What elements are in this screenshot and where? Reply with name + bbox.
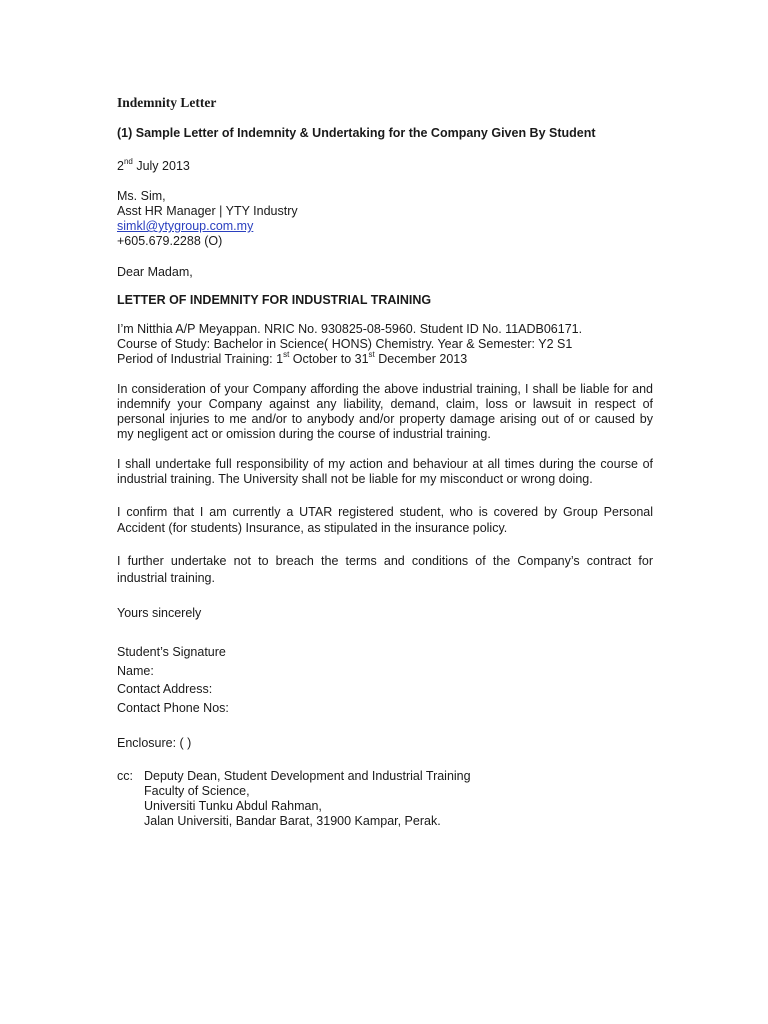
date-rest: July 2013 — [132, 159, 190, 173]
course-line: Course of Study: Bachelor in Science( HONS) Chemistry. Year & Semester: Y2 S1 — [117, 337, 573, 351]
recipient-email-link[interactable]: simkl@ytygroup.com.my — [117, 219, 254, 233]
period-prefix: Period of Industrial Training: 1 — [117, 352, 284, 366]
period-mid: October to 31 — [289, 352, 369, 366]
training-period-line — [117, 349, 653, 367]
signature-block — [117, 643, 653, 717]
date-day: 2 — [117, 159, 124, 173]
cc-label: cc: — [117, 769, 133, 783]
cc-block — [117, 769, 677, 828]
document-title: Indemnity Letter — [117, 95, 217, 110]
paragraph-liability: In consideration of your Company affording the above industrial training, I shall be liable for and indemnify your Company against any liability, demand, claim, loss or lawsuit in respect of personal injuries to me and/or to anybody and/or property damage arising out of or caused by my negligent act or omission during the course of industrial training. — [117, 382, 653, 441]
contact-phone-label: Contact Phone Nos: — [117, 700, 229, 715]
period-sup-end: st — [368, 349, 375, 359]
recipient-phone: +605.679.2288 (O) — [117, 234, 223, 248]
recipient-name: Ms. Sim, — [117, 189, 166, 203]
letter-date — [117, 156, 653, 174]
document-subtitle: (1) Sample Letter of Indemnity & Undertaking for the Company Given By Student — [117, 126, 596, 140]
student-info — [117, 322, 653, 367]
cc-line: Faculty of Science, — [144, 784, 250, 798]
signature-label: Student’s Signature — [117, 645, 226, 659]
cc-line: Universiti Tunku Abdul Rahman, — [144, 799, 322, 813]
closing: Yours sincerely — [117, 606, 202, 620]
cc-line: Jalan Universiti, Bandar Barat, 31900 Kampar, Perak. — [144, 814, 441, 828]
name-label: Name: — [117, 663, 154, 678]
salutation: Dear Madam, — [117, 265, 193, 279]
cc-recipients — [144, 769, 471, 828]
date-suffix: nd — [123, 156, 133, 166]
contact-address-label: Contact Address: — [117, 682, 213, 696]
cc-line: Deputy Dean, Student Development and Industrial Training — [144, 769, 471, 783]
student-identity-line: I’m Nitthia A/P Meyappan. NRIC No. 930825-08-5960. Student ID No. 11ADB06171. — [117, 322, 583, 336]
paragraph-responsibility: I shall undertake full responsibility of my action and behaviour at all times during the course of industrial training. The University shall not be liable for my misconduct or wrong doing. — [117, 457, 653, 486]
paragraph-contract: I further undertake not to breach the terms and conditions of the Company’s contract for industrial training. — [117, 554, 653, 585]
recipient-position: Asst HR Manager | YTY Industry — [117, 204, 298, 218]
paragraph-insurance: I confirm that I am currently a UTAR registered student, who is covered by Group Personal Accident (for students) Insurance, as stipulated in the insurance policy. — [117, 505, 653, 535]
letter-heading: LETTER OF INDEMNITY FOR INDUSTRIAL TRAINING — [117, 293, 432, 307]
enclosure: Enclosure: ( ) — [117, 736, 192, 750]
period-sup-start: st — [283, 349, 290, 359]
recipient-address — [117, 189, 653, 249]
period-end: December 2013 — [374, 352, 468, 366]
